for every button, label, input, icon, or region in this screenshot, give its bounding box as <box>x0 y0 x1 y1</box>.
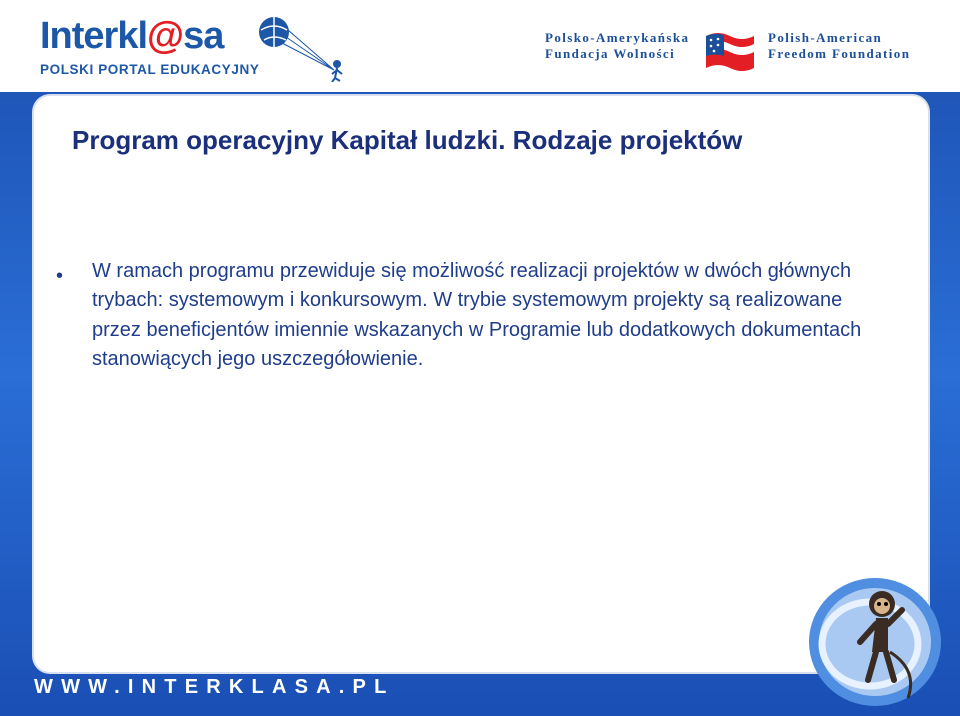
foundation-en-line1: Polish-American <box>768 30 883 45</box>
flag-stars-icon <box>704 30 756 74</box>
slide-title: Program operacyjny Kapitał ludzki. Rodzaje projektów <box>72 125 743 155</box>
foundation-pl-line1: Polsko-Amerykańska <box>545 30 690 45</box>
interklasa-logo[interactable] <box>40 16 223 56</box>
logo-at-sign: @ <box>147 15 184 57</box>
foundation-en-line2: Freedom Foundation <box>768 46 911 61</box>
header-bar <box>0 0 960 92</box>
monkey-mascot-icon <box>790 560 960 716</box>
bullet-text: W ramach programu przewiduje się możliwość realizacji projektów w dwóch głównych trybach: systemowym i konkursowym. W trybie systemowym projekty są realizowane przez beneficjentów imiennie wskazanych w Programie lub dodatkowych dokumentach stanowiących jego uszczegółowienie. <box>92 260 862 371</box>
footer-website-url[interactable]: WWW.INTERKLASA.PL <box>34 676 395 698</box>
logo-word-start: Interkl <box>40 15 148 57</box>
foundation-name-english <box>768 30 910 62</box>
logo-word-end: sa <box>183 15 224 57</box>
bullet-marker: • <box>56 265 64 287</box>
foundation-name-polish <box>545 30 689 62</box>
globe-balloon-icon <box>256 12 356 82</box>
logo-subtitle: POLSKI PORTAL EDUKACYJNY <box>40 62 260 77</box>
foundation-pl-line2: Fundacja Wolności <box>545 46 676 61</box>
